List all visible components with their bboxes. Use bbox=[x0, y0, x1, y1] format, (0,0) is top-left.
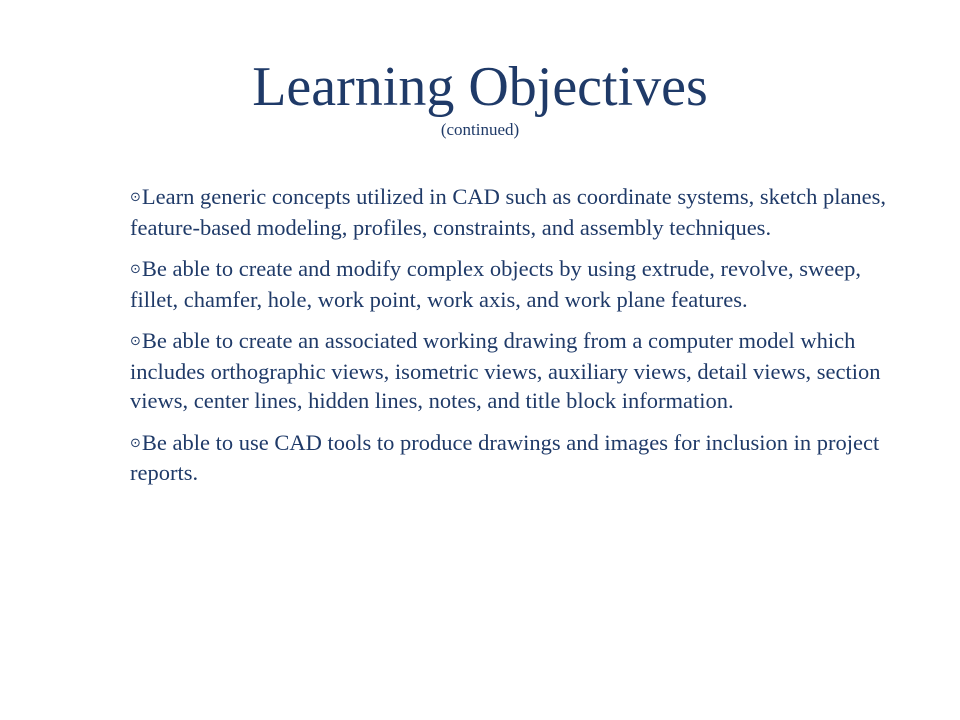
circled-dot-icon: ⊙ bbox=[130, 435, 141, 451]
objective-text: Be able to create an associated working drawing from a computer model which includes orthographic views, isometric views, auxiliary views, detail views, section views, center lines, hidden lines, notes, and title block information. bbox=[130, 328, 881, 413]
objectives-list bbox=[130, 182, 890, 500]
circled-dot-icon: ⊙ bbox=[130, 262, 141, 277]
circled-dot-icon: ⊙ bbox=[130, 334, 141, 349]
circled-dot-icon: ⊙ bbox=[130, 190, 141, 205]
slide-subtitle: (continued) bbox=[440, 120, 520, 139]
objective-text: Be able to use CAD tools to produce drawings and images for inclusion in project reports. bbox=[130, 429, 880, 485]
list-item bbox=[130, 182, 890, 242]
objective-text: Learn generic concepts utilized in CAD such as coordinate systems, sketch planes, feature-based modeling, profiles, constraints, and assembly techniques. bbox=[130, 184, 887, 240]
list-item bbox=[130, 254, 890, 314]
slide-title: Learning Objectives bbox=[252, 56, 708, 118]
list-item bbox=[130, 428, 890, 488]
objective-text: Be able to create and modify complex objects by using extrude, revolve, sweep, fillet, chamfer, hole, work point, work axis, and work plane features. bbox=[130, 256, 862, 312]
list-item bbox=[130, 326, 890, 416]
